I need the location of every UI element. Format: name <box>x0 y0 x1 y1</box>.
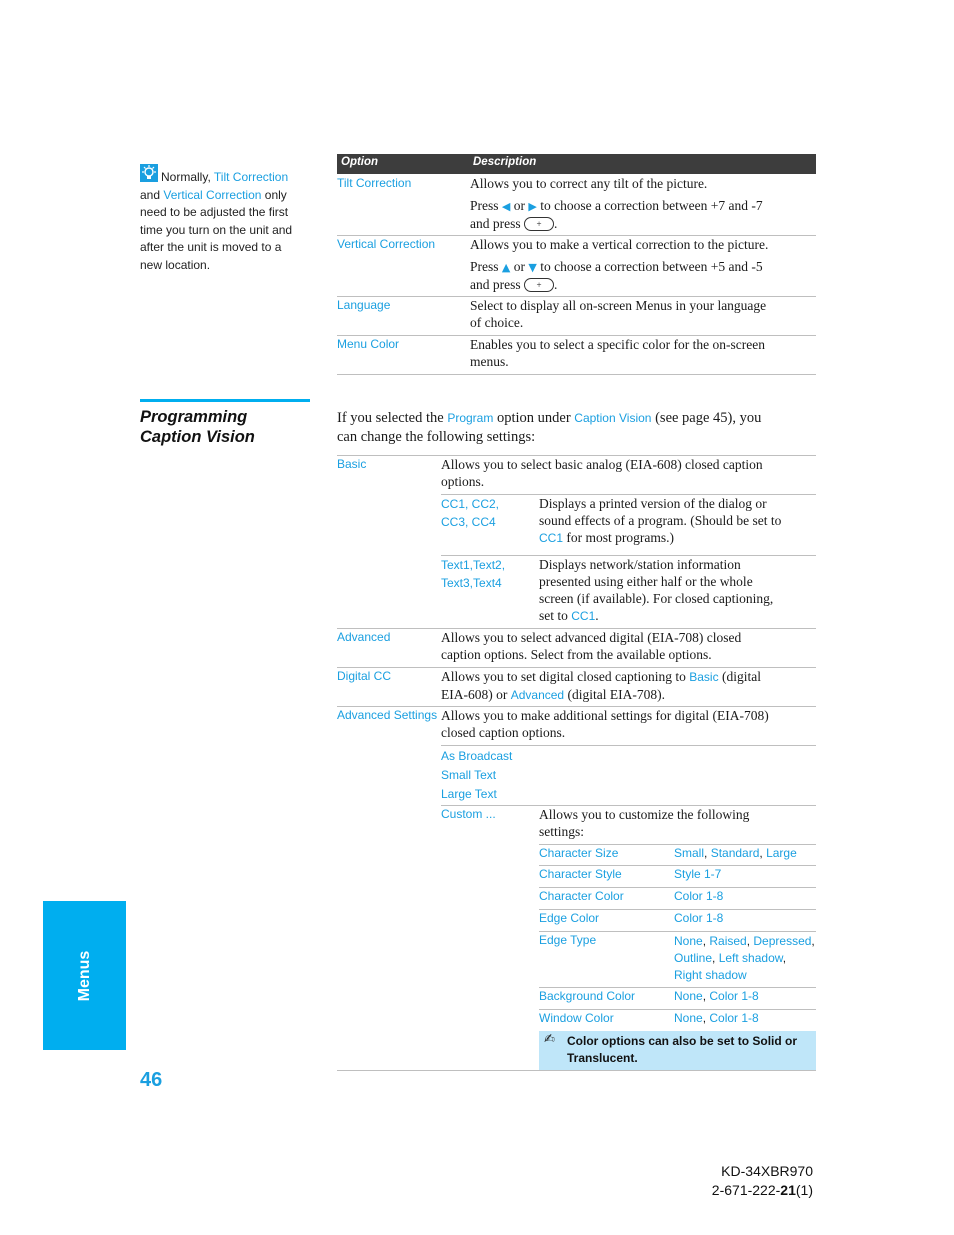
side-tab-label: Menus <box>75 950 93 1001</box>
link-basic: Basic <box>689 670 719 684</box>
divider <box>337 1070 816 1071</box>
link-cc1: CC1 <box>571 609 596 623</box>
down-arrow-icon: ▼ <box>528 261 537 274</box>
divider <box>337 374 816 375</box>
section-intro: If you selected the Program option under Caption Vision (see page 45), you can change the following settings: <box>337 410 762 445</box>
option-advanced-settings: Advanced Settings <box>337 708 438 722</box>
section-rule <box>140 399 310 402</box>
link-advanced: Advanced <box>510 688 565 702</box>
footer-model: KD-34XBR970 <box>721 1163 813 1179</box>
option-menu-color: Menu Color <box>337 337 400 351</box>
select-button-icon: + <box>524 278 554 292</box>
tip-text: Normally, <box>161 170 211 184</box>
divider <box>539 1009 816 1010</box>
advanced-description: Allows you to select advanced digital (EIA-708) closed caption options. Select from the available options. <box>441 630 742 662</box>
character-size-values: Small, Standard, Large <box>674 846 797 860</box>
window-color-values: None, Color 1-8 <box>674 1011 759 1025</box>
tip-link-tilt: Tilt Correction <box>213 170 289 184</box>
edge-color-values: Color 1-8 <box>674 911 724 925</box>
digitalcc-description: Allows you to set digital closed captioning to Basic (digital EIA-608) or Advanced (digital EIA-708). <box>441 669 761 702</box>
tip-text: after the unit is moved to a <box>140 240 282 254</box>
option-text-sizes <box>441 747 512 804</box>
divider <box>539 865 816 866</box>
tip-text: and <box>140 187 161 202</box>
link-program: Program <box>447 411 494 425</box>
option-vertical-correction: Vertical Correction <box>337 237 436 251</box>
divider <box>539 887 816 888</box>
divider <box>539 909 816 910</box>
divider <box>539 987 816 988</box>
menucolor-description: Enables you to select a specific color for the on-screen menus. <box>470 337 766 369</box>
language-description: Select to display all on-screen Menus in your language of choice. <box>470 298 767 330</box>
header-option: Option <box>341 156 379 168</box>
option-custom: Custom ... <box>441 807 496 821</box>
option-tilt-correction: Tilt Correction <box>337 176 412 190</box>
setting-edge-color: Edge Color <box>539 911 600 925</box>
option-digital-cc: Digital CC <box>337 669 392 683</box>
character-color-values: Color 1-8 <box>674 889 724 903</box>
link-cc1: CC1 <box>539 531 564 545</box>
page-number: 46 <box>140 1069 163 1091</box>
option-text: Text1,Text2, Text3,Text4 <box>441 558 506 590</box>
footer-model-code <box>700 1162 813 1200</box>
setting-background-color: Background Color <box>539 989 636 1003</box>
color-options-note <box>539 1031 816 1070</box>
vertical-instructions: Press ▲ or ▼ to choose a correction between +5 and -5 and press + . <box>470 259 763 292</box>
section-title: Programming Caption Vision <box>140 408 255 446</box>
background-color-values: None, Color 1-8 <box>674 989 759 1003</box>
basic-description: Allows you to select basic analog (EIA-608) closed caption options. <box>441 457 763 489</box>
tilt-description: Allows you to correct any tilt of the picture. <box>470 176 708 191</box>
option-small-text: Small Text <box>441 768 497 782</box>
setting-edge-type: Edge Type <box>539 933 597 947</box>
menus-side-tab <box>43 901 126 1050</box>
divider <box>441 745 816 746</box>
setting-character-size: Character Size <box>539 846 619 860</box>
options-table-header <box>337 154 816 174</box>
tilt-instructions: Press ◀ or ▶ to choose a correction between +7 and -7 and press + . <box>470 198 763 231</box>
custom-description: Allows you to customize the following settings: <box>539 807 750 839</box>
note-text: Color options can also be set to Solid or Translucent. <box>567 1034 798 1065</box>
tip-text: need to be adjusted the first <box>140 205 289 219</box>
text-description: Displays network/station information presented using either half or the whole screen (if available). For closed captioning, set to CC1. <box>539 557 774 623</box>
pencil-note-icon: ✍ <box>544 1032 555 1047</box>
option-large-text: Large Text <box>441 787 497 801</box>
option-basic: Basic <box>337 457 367 471</box>
character-style-values: Style 1-7 <box>674 867 722 881</box>
option-advanced: Advanced <box>337 630 391 644</box>
tip-text: new location. <box>140 257 211 272</box>
link-caption-vision: Caption Vision <box>574 411 652 425</box>
setting-character-color: Character Color <box>539 889 624 903</box>
tip-link-vertical: Vertical Correction <box>163 187 262 202</box>
left-arrow-icon: ◀ <box>501 200 511 213</box>
option-cc: CC1, CC2, CC3, CC4 <box>441 497 500 529</box>
tip-note <box>140 169 310 274</box>
tip-text: only <box>264 187 287 202</box>
setting-character-style: Character Style <box>539 867 622 881</box>
tip-text: time you turn on the unit and <box>140 222 293 237</box>
option-language: Language <box>337 298 391 312</box>
vertical-description: Allows you to make a vertical correction to the picture. <box>470 237 769 252</box>
right-arrow-icon: ▶ <box>528 200 537 213</box>
select-button-icon: + <box>524 217 554 231</box>
footer-code: 2-671-222-21(1) <box>711 1182 813 1198</box>
edge-type-values: None, Raised, Depressed, Outline, Left shadow, Right shadow <box>674 934 815 982</box>
option-as-broadcast: As Broadcast <box>441 749 513 763</box>
cc-description: Displays a printed version of the dialog or sound effects of a program. (Should be set to CC1 for most programs.) <box>539 496 782 545</box>
divider <box>539 844 816 845</box>
setting-window-color: Window Color <box>539 1011 614 1025</box>
up-arrow-icon: ▲ <box>501 261 511 274</box>
header-description: Description <box>473 156 537 168</box>
advsettings-description: Allows you to make additional settings for digital (EIA-708) closed caption options. <box>441 708 769 740</box>
divider <box>539 931 816 932</box>
